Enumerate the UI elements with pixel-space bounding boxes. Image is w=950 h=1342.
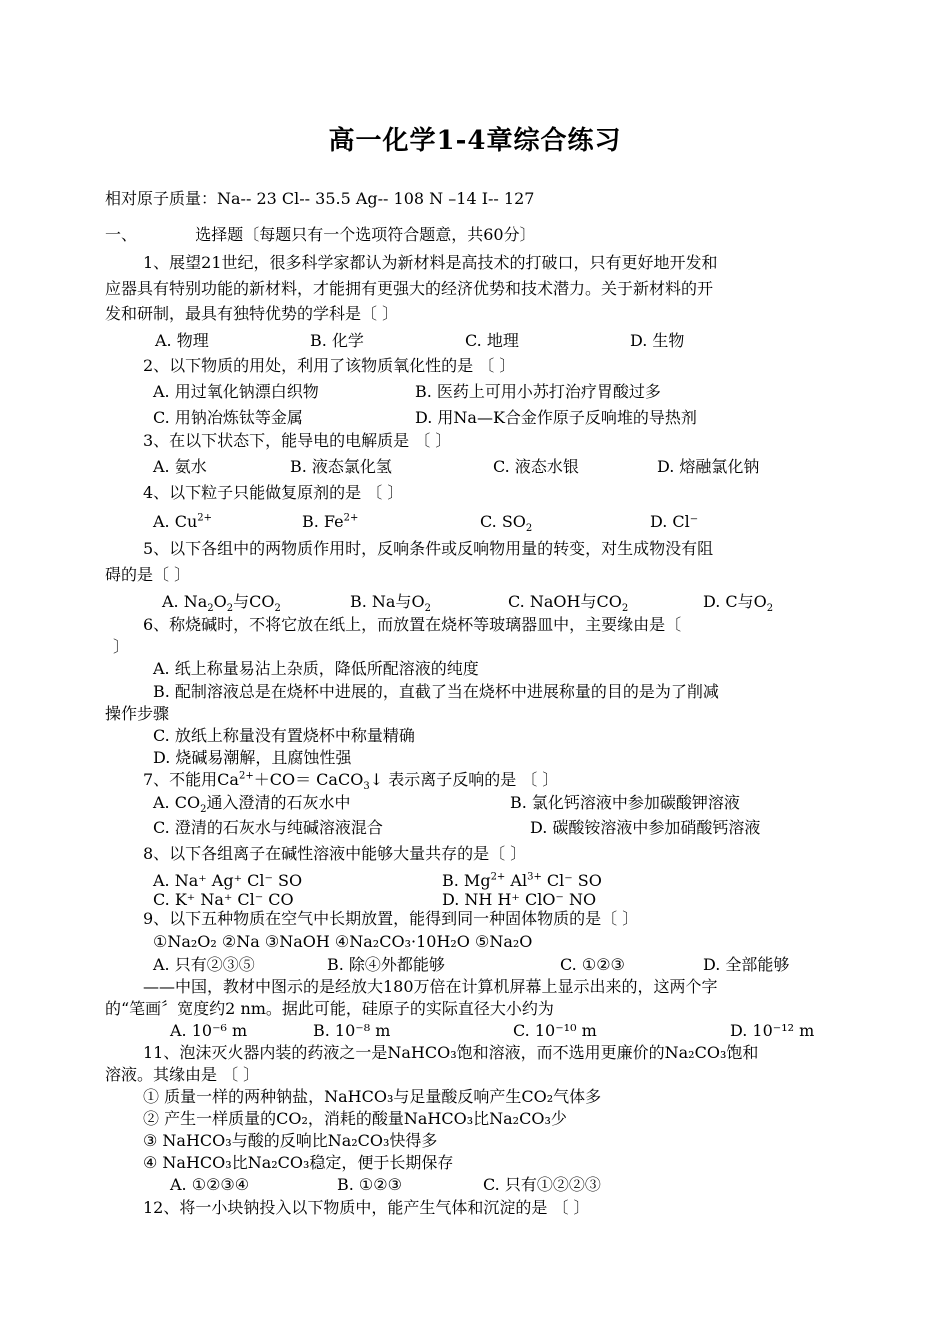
q10-line-1: ——中国，教材中图示的是经放大180万倍在计算机屏幕上显示出来的，这两个字 xyxy=(143,977,718,996)
q9-items: ①Na₂O₂ ②Na ③NaOH ④Na₂CO₃·10H₂O ⑤Na₂O xyxy=(153,932,533,951)
q2-option-c: C. 用钠冶炼钛等金属 xyxy=(153,408,303,427)
q4-option-a: A. $Cu^{2+}$ xyxy=(153,512,213,531)
q8-option-d: D. NH H⁺ ClO⁻ NO xyxy=(442,890,597,909)
q10-line-2: 的“笔画〞宽度约2 nm。据此可能，硅原子的实际直径大小约为 xyxy=(105,999,554,1018)
q12-stem: 12、将一小块钠投入以下物质中，能产生气体和沉淀的是 〔 〕 xyxy=(143,1198,590,1217)
q5-option-b: B. Na与$O_2$ xyxy=(350,592,431,615)
q4-stem: 4、以下粒子只能做复原剂的是 〔 〕 xyxy=(143,483,404,502)
q3-options xyxy=(105,456,850,478)
atomic-masses: 相对原子质量：Na-- 23 Cl-- 35.5 Ag-- 108 N –14 I-- 127 xyxy=(105,189,535,208)
q11-item-3: ③ NaHCO₃与酸的反响比Na₂CO₃快得多 xyxy=(143,1131,438,1150)
q2-option-a: A. 用过氧化钠漂白织物 xyxy=(153,382,319,401)
q9-option-b: B. 除④外都能够 xyxy=(327,955,445,974)
q7-options-2 xyxy=(105,817,850,839)
q2-stem: 2、以下物质的用处，利用了该物质氧化性的是 〔 〕 xyxy=(143,356,516,375)
q5-option-c: C. NaOH与$CO_2$ xyxy=(508,592,629,615)
q3-option-d: D. 熔融氯化钠 xyxy=(657,457,760,476)
q6-line-2: 〕 xyxy=(113,637,130,656)
q8-stem: 8、以下各组离子在碱性溶液中能够大量共存的是〔 〕 xyxy=(143,844,527,863)
q11-line-2: 溶液。其缘由是 〔 〕 xyxy=(105,1065,260,1084)
q2-option-b: B. 医药上可用小苏打治疗胃酸过多 xyxy=(415,382,661,401)
q11-option-a: A. ①②③④ xyxy=(170,1175,250,1194)
q7-options-1 xyxy=(105,792,850,814)
q2-option-d: D. 用Na—K合金作原子反响堆的导热剂 xyxy=(415,408,697,427)
section-number: 一、 xyxy=(105,225,138,244)
q5-line-2: 碍的是〔 〕 xyxy=(105,565,191,584)
q10-options xyxy=(105,1020,850,1042)
q2-options-1 xyxy=(105,381,850,403)
q4-option-b: B. $Fe^{2+}$ xyxy=(302,512,359,531)
q10-option-d: D. 10⁻¹² m xyxy=(730,1021,815,1040)
q1-option-d: D. 生物 xyxy=(630,331,685,350)
q9-option-c: C. ①②③ xyxy=(560,955,625,974)
q8-option-c: C. K⁺ Na⁺ Cl⁻ CO xyxy=(153,890,294,909)
q5-line-1: 5、以下各组中的两物质作用时，反响条件或反响物用量的转变，对生成物没有阻 xyxy=(143,539,714,558)
q1-line-2: 应器具有特别功能的新材料，才能拥有更强大的经济优势和技术潜力。关于新材料的开 xyxy=(105,279,714,298)
q11-options xyxy=(105,1174,850,1196)
q9-option-d: D. 全部能够 xyxy=(703,955,790,974)
q10-option-c: C. 10⁻¹⁰ m xyxy=(513,1021,597,1040)
q10-option-b: B. 10⁻⁸ m xyxy=(313,1021,391,1040)
q4-options xyxy=(105,511,850,533)
q11-item-4: ④ NaHCO₃比Na₂CO₃稳定，便于长期保存 xyxy=(143,1153,454,1172)
q11-option-b: B. ①②③ xyxy=(337,1175,402,1194)
section-title: 选择题〔每题只有一个选项符合题意，共60分〕 xyxy=(195,225,536,244)
q1-option-a: A. 物理 xyxy=(155,331,209,350)
q3-option-c: C. 液态水银 xyxy=(493,457,579,476)
q10-option-a: A. 10⁻⁶ m xyxy=(170,1021,248,1040)
q8-option-a: A. Na⁺ Ag⁺ Cl⁻ SO xyxy=(153,871,303,890)
q11-item-1: ① 质量一样的两种钠盐，NaHCO₃与足量酸反响产生CO₂气体多 xyxy=(143,1087,602,1106)
q11-line-1: 11、泡沫灭火器内装的药液之一是NaHCO₃饱和溶液，而不选用更廉价的Na₂CO₃饱和 xyxy=(143,1043,759,1062)
q5-option-a: A. $Na_2O_2$与$CO_2$ xyxy=(162,592,281,615)
q7-option-d: D. 碳酸铵溶液中参加硝酸钙溶液 xyxy=(530,818,761,837)
q7-option-c: C. 澄清的石灰水与纯碱溶液混合 xyxy=(153,818,383,837)
page-title: 高一化学1-4章综合练习 xyxy=(328,126,622,156)
q4-option-d: D. Cl⁻ xyxy=(650,512,699,531)
q6-option-a: A. 纸上称量易沾上杂质，降低所配溶液的纯度 xyxy=(153,659,479,678)
q3-stem: 3、在以下状态下，能导电的电解质是 〔 〕 xyxy=(143,431,452,450)
q1-option-c: C. 地理 xyxy=(465,331,519,350)
q7-option-b: B. 氯化钙溶液中参加碳酸钾溶液 xyxy=(510,793,740,812)
q3-option-a: A. 氨水 xyxy=(153,457,207,476)
q6-option-d: D. 烧碱易潮解，且腐蚀性强 xyxy=(153,748,352,767)
q6-option-b-line-2: 操作步骤 xyxy=(105,704,170,723)
q3-option-b: B. 液态氯化氢 xyxy=(290,457,392,476)
q11-option-c: C. 只有①②②③ xyxy=(483,1175,601,1194)
q7-option-a: A. $CO_2$通入澄清的石灰水中 xyxy=(153,793,351,816)
q1-line-3: 发和研制，最具有独特优势的学科是〔 〕 xyxy=(105,304,399,323)
q9-stem: 9、以下五种物质在空气中长期放置，能得到同一种固体物质的是〔 〕 xyxy=(143,909,639,928)
q1-option-b: B. 化学 xyxy=(310,331,364,350)
q9-option-a: A. 只有②③⑤ xyxy=(153,955,255,974)
section-heading xyxy=(105,224,850,246)
q6-option-b-line-1: B. 配制溶液总是在烧杯中进展的，直截了当在烧杯中进展称量的目的是为了削减 xyxy=(153,682,719,701)
q6-option-c: C. 放纸上称量没有置烧杯中称量精确 xyxy=(153,726,415,745)
q5-options xyxy=(105,591,850,613)
q7-stem: 7、不能用$Ca^{2+}+CO=$ CaCO$_3$↓ 表示离子反响的是 〔 〕 xyxy=(143,770,559,793)
q1-line-1: 1、展望21世纪，很多科学家都认为新材料是高技术的打破口，只有更好地开发和 xyxy=(143,253,718,272)
q8-option-b: B. $Mg^{2+}$ $Al^{3+}$ Cl⁻ SO xyxy=(442,871,602,890)
q6-line-1: 6、称烧碱时，不将它放在纸上，而放置在烧杯等玻璃器皿中，主要缘由是〔 xyxy=(143,615,682,634)
q11-item-2: ② 产生一样质量的CO₂，消耗的酸量NaHCO₃比Na₂CO₃少 xyxy=(143,1109,567,1128)
q4-option-c: C. $SO_2$ xyxy=(480,512,533,535)
q9-options xyxy=(105,954,850,976)
q5-option-d: D. C与$O_2$ xyxy=(703,592,774,615)
q1-options xyxy=(105,330,850,352)
q2-options-2 xyxy=(105,407,850,429)
